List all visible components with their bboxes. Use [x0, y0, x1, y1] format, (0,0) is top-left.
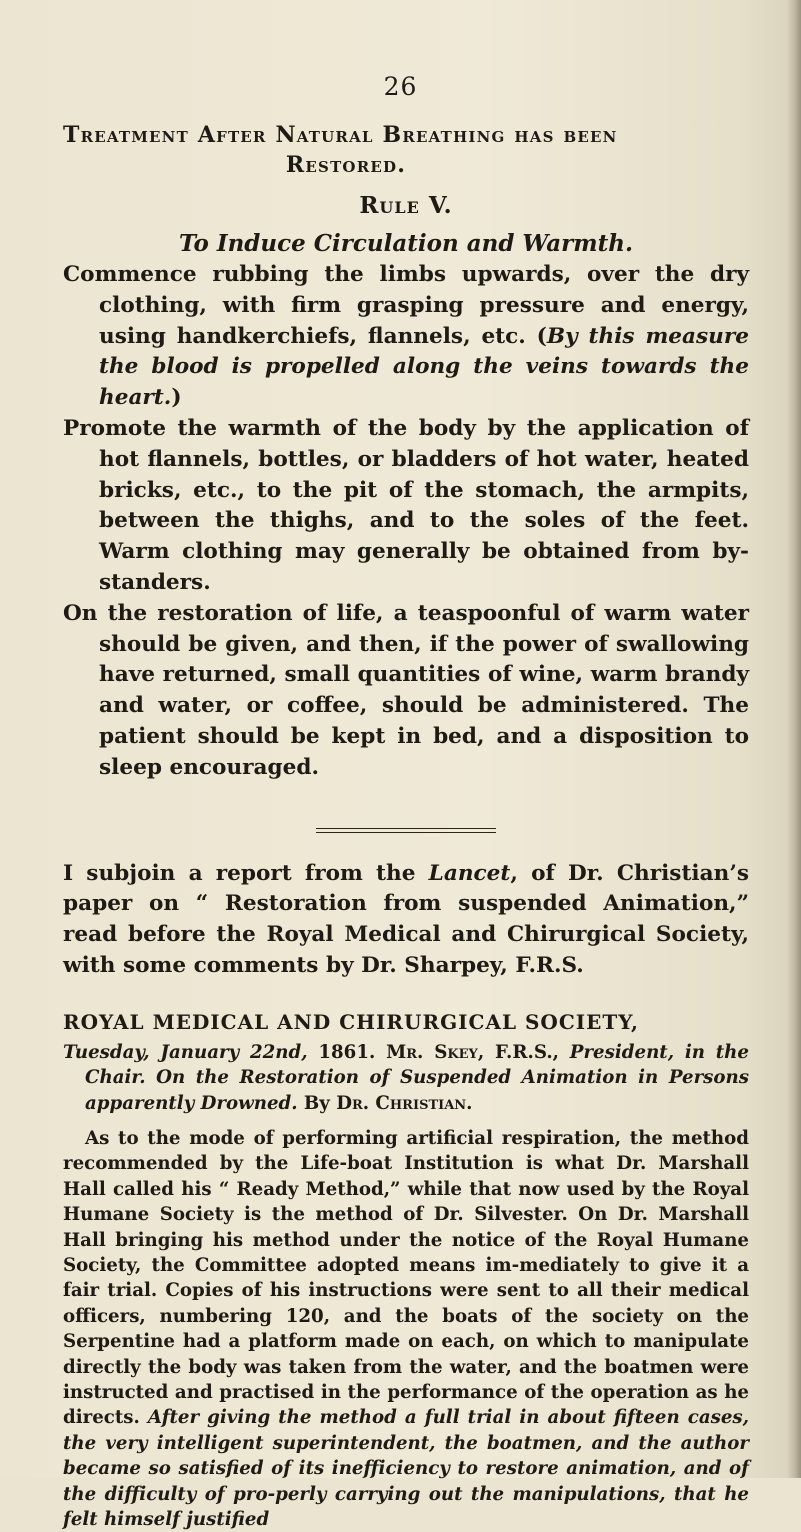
paragraph-warmth: Promote the warmth of the body by the application of hot flannels, bottles, or bladders of hot water, heated bricks, etc., to the pit of the stomach, the armpits, between the thighs, and to the soles of the feet. Warm clothing may generally be obtained from by-standers. [63, 415, 749, 595]
paragraph-rubbing [63, 260, 749, 414]
meeting-by: By [297, 1092, 337, 1114]
section-heading-line1: Treatment After Natural Breathing has been [63, 122, 618, 148]
meeting-date: Tuesday, January 22nd, [63, 1041, 308, 1063]
society-heading: ROYAL MEDICAL AND CHIRURGICAL SOCIETY, [63, 1009, 639, 1034]
meeting-chair-title: , F.R.S., [477, 1041, 570, 1063]
meeting-meta [63, 1040, 749, 1116]
rule-title: To Induce Circulation and Warmth. [179, 230, 633, 257]
body-text: As to the mode of performing artificial respiration, the method recommended by the Life-boat Institution is what Dr. Marshall Hall called his “ Ready Method,” while that now used by the Royal Humane Society is the method of Dr. Silvester. On Dr. Marshall Hall bringing his method under the notice of the Royal Humane Society, the Committee adopted means im-mediately to give it a fair trial. Copies of his instructions were sent to all their medical officers, numbering 120, and the boats of the society on the Serpentine had a platform made on each, on which to manipulate directly the body was taken from the water, and the boatmen were instructed and practised in the performance of the operation as he directs. [63, 1127, 749, 1429]
meeting-author: Dr. Christian. [336, 1092, 473, 1114]
section-heading-line2: Restored. [285, 152, 407, 178]
spacer [63, 1116, 749, 1126]
page-edge-shadow [787, 0, 801, 1478]
meeting-chair-name: Mr. Skey [386, 1041, 478, 1063]
paragraph-report [63, 859, 749, 982]
report-text-b: , of Dr. Christian’s paper on “ Restoration from suspended Animation,” read before the Royal Medical and Chirurgical Society, with some comments by Dr. Sharpey, F.R.S. [63, 860, 749, 978]
meeting-year: 1861. [307, 1041, 387, 1063]
page-number [0, 0, 801, 101]
paragraph-rubbing-close: ) [171, 385, 182, 411]
report-lancet: Lancet [428, 860, 511, 886]
paragraph-restoration: On the restoration of life, a teaspoonful of warm water should be given, and then, if the power of swallowing have returned, small quantities of wine, warm brandy and water, or coffee, should be administered. The patient should be kept in bed, and a disposition to sleep encouraged. [63, 600, 749, 780]
meeting-paper-title: President, in the Chair. On the Restoration of Suspended Animation in Persons apparently Drowned. [85, 1041, 749, 1114]
rule-label: Rule V. [359, 192, 453, 219]
page-number-text: 26 [383, 72, 418, 101]
page-content [63, 74, 749, 1532]
report-text-a: I subjoin a report from the [63, 860, 429, 886]
paragraph-rubbing-italic: By this measure the blood is propelled along the veins towards the heart. [99, 323, 749, 411]
section-heading [63, 120, 749, 180]
paragraph-body [63, 1126, 749, 1532]
section-divider [316, 828, 496, 833]
body-italic: After giving the method a full trial in about fifteen cases, the very intelligent superintendent, the boatmen, and the author became so satisfied of its inefficiency to restore animation, and of the difficulty of pro-perly carrying out the manipulations, that he felt himself justified [63, 1407, 749, 1531]
paragraph-rubbing-text: Commence rubbing the limbs upwards, over the dry clothing, with firm grasping pressure and energy, using handkerchiefs, flannels, etc. ( [63, 262, 749, 349]
